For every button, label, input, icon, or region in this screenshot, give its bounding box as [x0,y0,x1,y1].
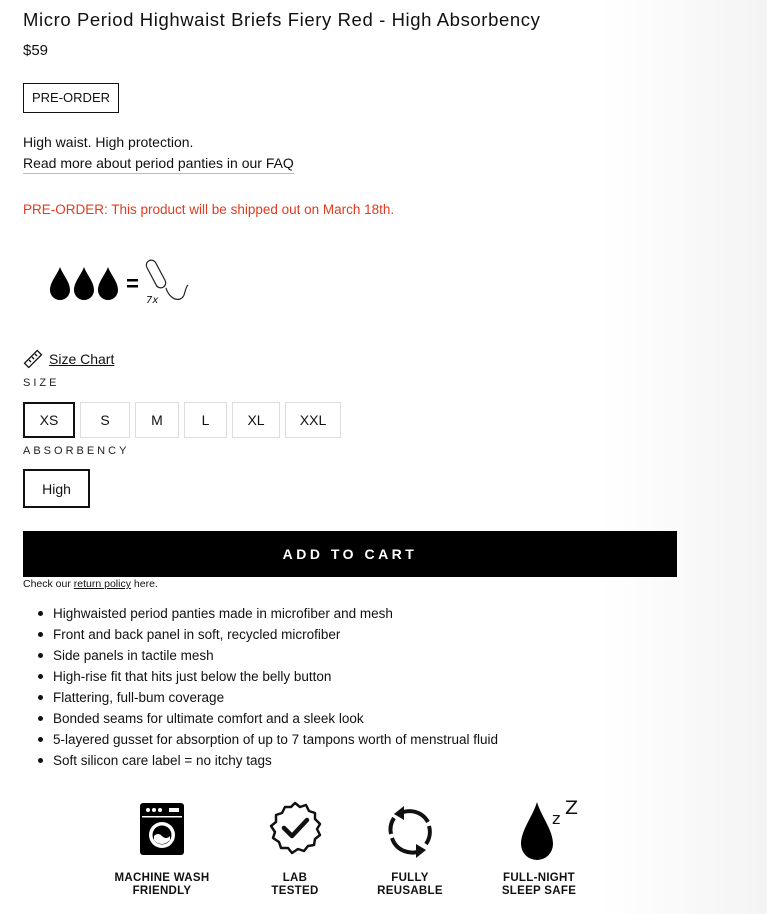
svg-text:z: z [552,809,561,828]
badge-reusable [350,800,470,897]
absorbency-label: ABSORBENCY [23,445,130,457]
badge-caption-line: FRIENDLY [132,885,192,897]
size-option-m[interactable]: M [135,402,179,438]
tampon-multiplier: 7x [146,295,159,306]
feature-list [53,603,498,771]
return-policy-note [23,578,158,590]
badge-caption [235,872,355,898]
size-label: SIZE [23,377,60,389]
list-item: Soft silicon care label = no itchy tags [53,750,498,771]
absorbency-option-high[interactable]: High [23,469,90,508]
lab-tested-seal-icon [267,800,323,856]
list-item: Flattering, full-bum coverage [53,687,498,708]
badge-caption-line: FULL-NIGHT [503,872,575,884]
list-item: Highwaisted period panties made in microfiber and mesh [53,603,498,624]
badge-caption-line: SLEEP SAFE [501,885,577,897]
absorbency-graphic [48,255,223,315]
list-item: High-rise fit that hits just below the belly button [53,666,498,687]
sleep-drop-icon [499,800,579,866]
washing-machine-icon [139,800,185,856]
svg-text:Z: Z [565,800,579,819]
badge-caption-line: TESTED [271,885,319,897]
product-tagline: High waist. High protection. [23,134,194,150]
reusable-cycle-icon [382,800,438,860]
size-option-l[interactable]: L [184,402,227,438]
product-title: Micro Period Highwaist Briefs Fiery Red - High Absorbency [23,9,541,30]
policy-suffix: here. [130,578,158,590]
preorder-badge: PRE-ORDER [23,83,119,113]
tampon-icon [145,258,188,299]
badge-sleep-safe [479,800,599,897]
drop-icon [98,267,118,300]
size-chart-label: Size Chart [49,351,115,367]
size-option-xs[interactable]: XS [23,402,75,438]
badge-machine-wash [102,800,222,897]
drop-icon [74,267,94,300]
badge-caption-line: LAB [282,872,308,884]
return-policy-link[interactable]: return policy [73,578,131,590]
badge-caption [479,872,599,898]
badge-lab-tested [235,800,355,897]
drop-icon [50,267,70,300]
badge-caption [102,872,222,898]
list-item: 5-layered gusset for absorption of up to 7 tampons worth of menstrual fluid [53,729,498,750]
badge-caption [350,872,470,898]
absorbency-options [23,469,90,508]
size-chart-link[interactable] [23,349,114,369]
size-options [23,402,341,438]
list-item: Bonded seams for ultimate comfort and a sleek look [53,708,498,729]
badge-caption-line: MACHINE WASH [114,872,210,884]
faq-link[interactable]: Read more about period panties in our FAQ [23,155,294,174]
badge-caption-line: REUSABLE [377,885,443,897]
list-item: Front and back panel in soft, recycled microfiber [53,624,498,645]
preorder-shipping-note: PRE-ORDER: This product will be shipped out on March 18th. [23,202,395,217]
ruler-icon [23,349,43,369]
size-option-xl[interactable]: XL [232,402,280,438]
add-to-cart-button[interactable]: ADD TO CART [23,531,677,577]
list-item: Side panels in tactile mesh [53,645,498,666]
equals-sign [127,279,138,288]
size-option-xxl[interactable]: XXL [285,402,341,438]
product-price: $59 [23,42,49,59]
size-option-s[interactable]: S [80,402,130,438]
badge-caption-line: FULLY [391,872,429,884]
policy-prefix: Check our [23,578,74,590]
